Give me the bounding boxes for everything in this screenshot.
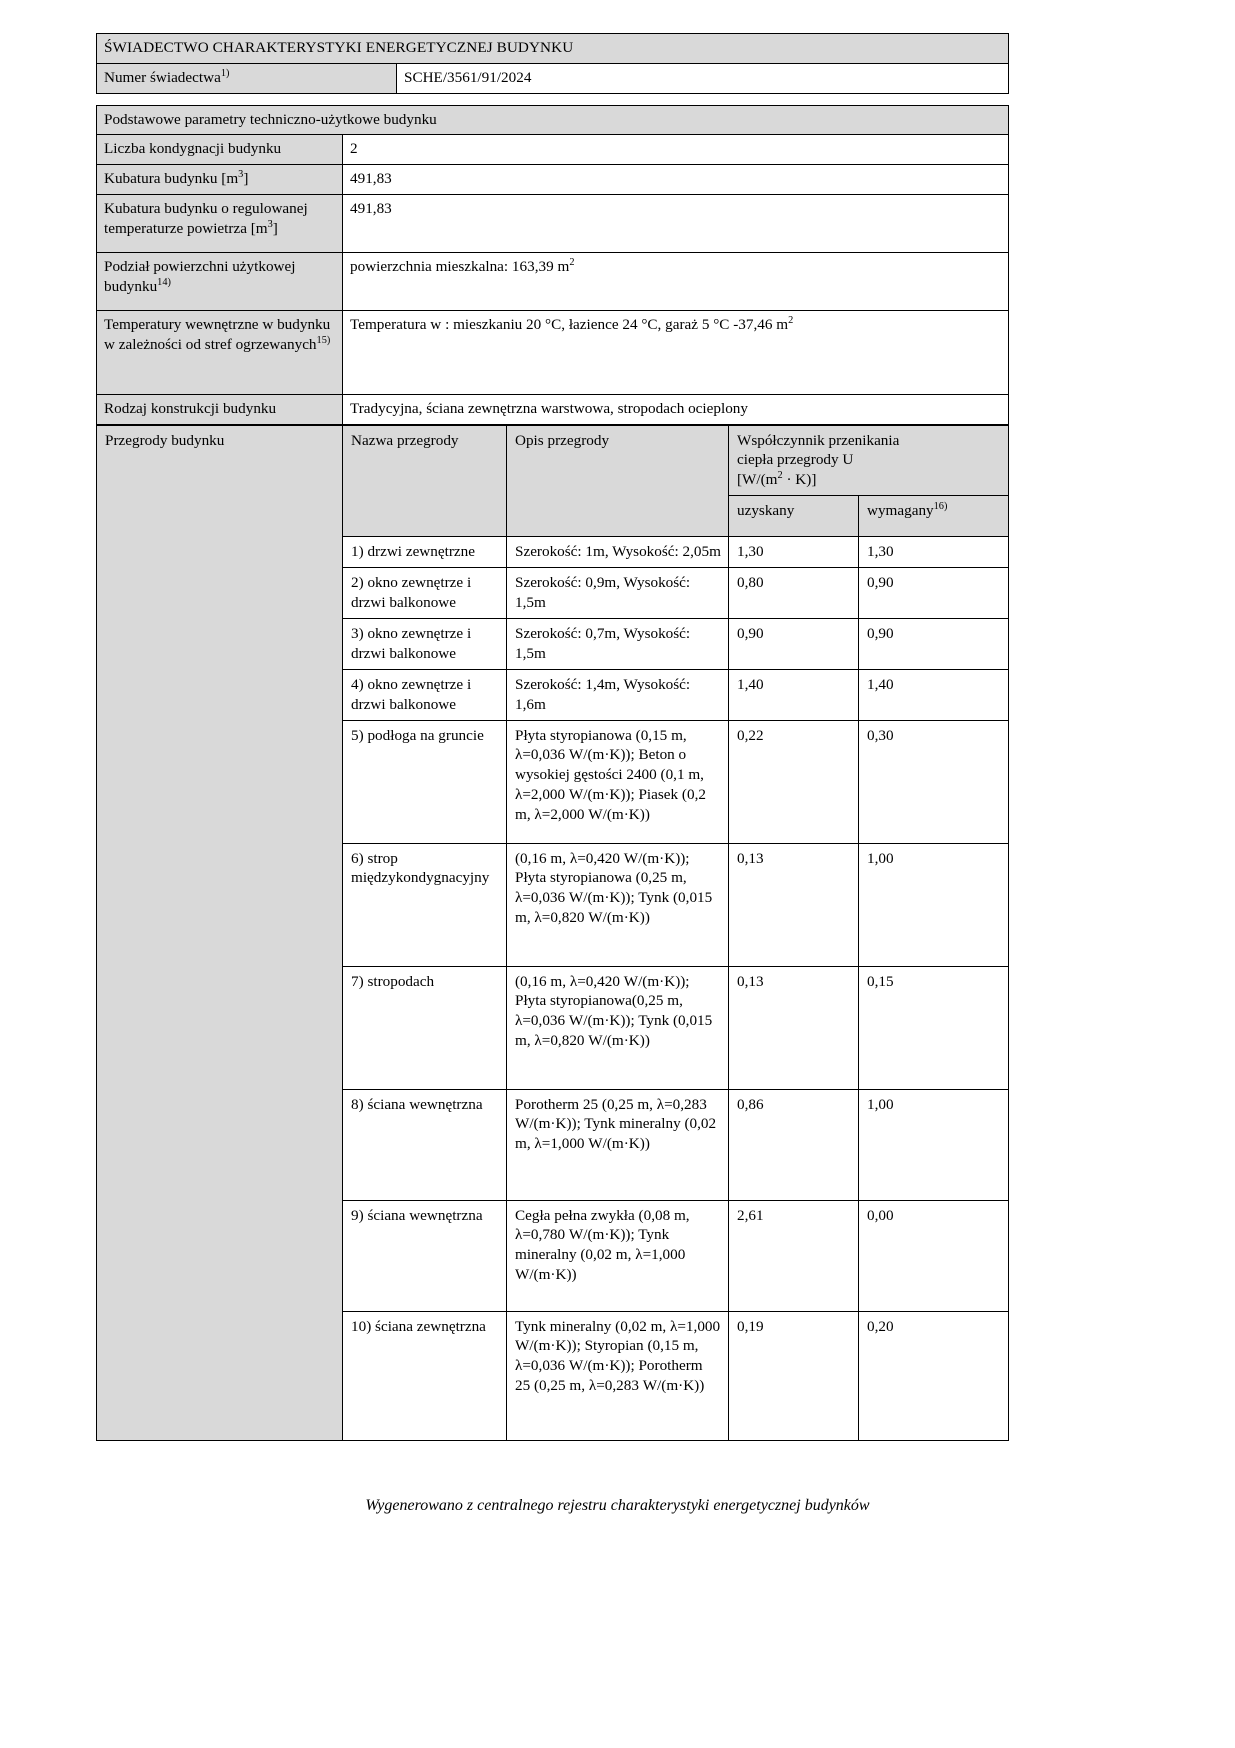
parameter-value-indoor-temperatures-text: Temperatura w : mieszkaniu 20 °C, łazience 24 °C, garaż 5 °C -37,46 m [350, 315, 789, 333]
partitions-col-header-required [859, 496, 1009, 537]
partition-u-obtained: 0,13 [729, 843, 859, 966]
partition-u-required: 0,20 [859, 1311, 1009, 1440]
partitions-table [96, 425, 1009, 1441]
partition-name: 4) okno zewnętrze i drzwi balkonowe [343, 669, 507, 720]
u-group-unit-post: · K)] [782, 471, 817, 489]
parameter-label-usable-area-superscript: 14) [157, 276, 171, 288]
parameter-label-regulated-volume-text: Kubatura budynku o regulowanej temperaturze powietrza [m [104, 199, 308, 237]
partition-u-required: 0,30 [859, 720, 1009, 843]
partition-name: 5) podłoga na gruncie [343, 720, 507, 843]
u-group-unit-pre: [W/(m [737, 471, 778, 489]
parameter-label-storeys: Liczba kondygnacji budynku [97, 135, 343, 165]
partition-name: 1) drzwi zewnętrzne [343, 537, 507, 568]
parameter-label-regulated-volume [97, 194, 343, 252]
partition-u-required: 0,90 [859, 568, 1009, 619]
partition-u-obtained: 2,61 [729, 1200, 859, 1311]
parameter-row-usable-area [97, 252, 1009, 310]
parameter-label-indoor-temperatures-text: Temperatury wewnętrzne w budynku w zależności od stref ogrzewanych [104, 315, 331, 353]
partition-u-obtained: 0,80 [729, 568, 859, 619]
certificate-number-label-text: Numer świadectwa [104, 68, 221, 86]
parameter-value-usable-area-text: powierzchnia mieszkalna: 163,39 m [350, 257, 570, 275]
partition-u-obtained: 0,86 [729, 1089, 859, 1200]
page-footer-note: Wygenerowano z centralnego rejestru charakterystyki energetycznej budynków [365, 1497, 870, 1514]
u-group-line-2: ciepła przegrody U [737, 451, 854, 469]
partition-description: Tynk mineralny (0,02 m, λ=1,000 W/(m·K)); Styropian (0,15 m, λ=0,036 W/(m·K)); Porotherm 25 (0,25 m, λ=0,283 W/(m·K)) [507, 1311, 729, 1440]
partitions-col-header-required-text: wymagany [867, 502, 934, 520]
parameter-value-indoor-temperatures-superscript: 2 [788, 314, 794, 326]
partition-description: Porotherm 25 (0,25 m, λ=0,283 W/(m·K)); Tynk mineralny (0,02 m, λ=1,000 W/(m·K)) [507, 1089, 729, 1200]
partition-description: Szerokość: 0,7m, Wysokość: 1,5m [507, 618, 729, 669]
u-group-line-1: Współczynnik przenikania [737, 431, 900, 449]
partitions-col-header-description: Opis przegrody [507, 425, 729, 537]
parameter-label-usable-area [97, 252, 343, 310]
partitions-col-header-u-group [729, 425, 1009, 496]
certificate-number-value: SCHE/3561/91/2024 [397, 63, 1009, 93]
parameter-value-construction-type: Tradycyjna, ściana zewnętrzna warstwowa, stropodach ocieplony [343, 394, 1009, 424]
partition-name: 8) ściana wewnętrzna [343, 1089, 507, 1200]
partition-u-required: 1,00 [859, 843, 1009, 966]
partition-description: Płyta styropianowa (0,15 m, λ=0,036 W/(m·K)); Beton o wysokiej gęstości 2400 (0,1 m, λ=2,000 W/(m·K)); Piasek (0,2 m, λ=2,000 W/(m·K)) [507, 720, 729, 843]
parameter-value-usable-area-superscript: 2 [569, 256, 575, 268]
parameter-label-volume [97, 165, 343, 195]
certificate-number-label-superscript: 1) [220, 67, 230, 79]
partition-u-required: 1,40 [859, 669, 1009, 720]
parameters-section-heading: Podstawowe parametry techniczno-użytkowe budynku [97, 105, 1009, 135]
partition-name: 7) stropodach [343, 966, 507, 1089]
parameters-table [96, 105, 1009, 425]
partitions-side-label: Przegrody budynku [97, 425, 343, 1440]
partition-description: Szerokość: 1m, Wysokość: 2,05m [507, 537, 729, 568]
parameter-value-indoor-temperatures [343, 310, 1009, 394]
partition-u-required: 1,30 [859, 537, 1009, 568]
partitions-col-header-obtained: uzyskany [729, 496, 859, 537]
parameter-label-usable-area-text: Podział powierzchni użytkowej budynku [104, 257, 296, 295]
parameter-label-indoor-temperatures-superscript: 15) [316, 334, 331, 346]
parameter-row-construction-type [97, 394, 1009, 424]
partition-u-required: 0,90 [859, 618, 1009, 669]
certificate-sheet [96, 33, 1008, 1441]
partitions-col-header-required-superscript: 16) [933, 501, 948, 513]
parameter-label-regulated-volume-superscript: 3 [267, 218, 273, 230]
parameter-label-regulated-volume-suffix: ] [272, 219, 278, 237]
parameter-value-volume: 491,83 [343, 165, 1009, 195]
certificate-number-row [97, 63, 1009, 93]
partition-u-obtained: 0,90 [729, 618, 859, 669]
header-spacer [96, 94, 1008, 105]
partition-name: 10) ściana zewnętrzna [343, 1311, 507, 1440]
partition-name: 6) strop międzykondygnacyjny [343, 843, 507, 966]
partition-u-obtained: 0,19 [729, 1311, 859, 1440]
u-group-line-3 [737, 470, 1001, 490]
partition-description: Szerokość: 1,4m, Wysokość: 1,6m [507, 669, 729, 720]
partition-description: (0,16 m, λ=0,420 W/(m·K)); Płyta styropianowa(0,25 m, λ=0,036 W/(m·K)); Tynk (0,015 m, λ=0,820 W/(m·K)) [507, 966, 729, 1089]
parameter-value-usable-area [343, 252, 1009, 310]
partition-u-obtained: 1,30 [729, 537, 859, 568]
parameter-label-volume-superscript: 3 [238, 168, 244, 180]
partitions-col-header-name: Nazwa przegrody [343, 425, 507, 537]
parameters-section-heading-row [97, 105, 1009, 135]
parameter-label-volume-text: Kubatura budynku [m [104, 170, 239, 187]
partition-description: Szerokość: 0,9m, Wysokość: 1,5m [507, 568, 729, 619]
parameter-row-storeys [97, 135, 1009, 165]
partitions-header-row-1 [97, 425, 1009, 496]
parameter-label-construction-type: Rodzaj konstrukcji budynku [97, 394, 343, 424]
parameter-label-indoor-temperatures [97, 310, 343, 394]
parameter-row-indoor-temperatures [97, 310, 1009, 394]
parameter-label-volume-suffix: ] [243, 170, 249, 187]
partition-description: (0,16 m, λ=0,420 W/(m·K)); Płyta styropianowa (0,25 m, λ=0,036 W/(m·K)); Tynk (0,015 m, λ=0,820 W/(m·K)) [507, 843, 729, 966]
u-group-unit-superscript: 2 [777, 470, 783, 482]
document-title: ŚWIADECTWO CHARAKTERYSTYKI ENERGETYCZNEJ BUDYNKU [97, 34, 1009, 64]
partition-u-required: 1,00 [859, 1089, 1009, 1200]
parameter-row-volume [97, 165, 1009, 195]
partition-name: 9) ściana wewnętrzna [343, 1200, 507, 1311]
partition-u-obtained: 0,22 [729, 720, 859, 843]
parameter-value-storeys: 2 [343, 135, 1009, 165]
certificate-title-row [97, 34, 1009, 64]
parameter-row-regulated-volume [97, 194, 1009, 252]
partition-u-obtained: 0,13 [729, 966, 859, 1089]
partition-u-required: 0,00 [859, 1200, 1009, 1311]
partition-name: 2) okno zewnętrze i drzwi balkonowe [343, 568, 507, 619]
partition-u-required: 0,15 [859, 966, 1009, 1089]
partition-description: Cegła pełna zwykła (0,08 m, λ=0,780 W/(m·K)); Tynk mineralny (0,02 m, λ=1,000 W/(m·K)) [507, 1200, 729, 1311]
partition-name: 3) okno zewnętrze i drzwi balkonowe [343, 618, 507, 669]
parameter-value-regulated-volume: 491,83 [343, 194, 1009, 252]
certificate-number-label [97, 63, 397, 93]
partition-u-obtained: 1,40 [729, 669, 859, 720]
header-table [96, 33, 1009, 94]
